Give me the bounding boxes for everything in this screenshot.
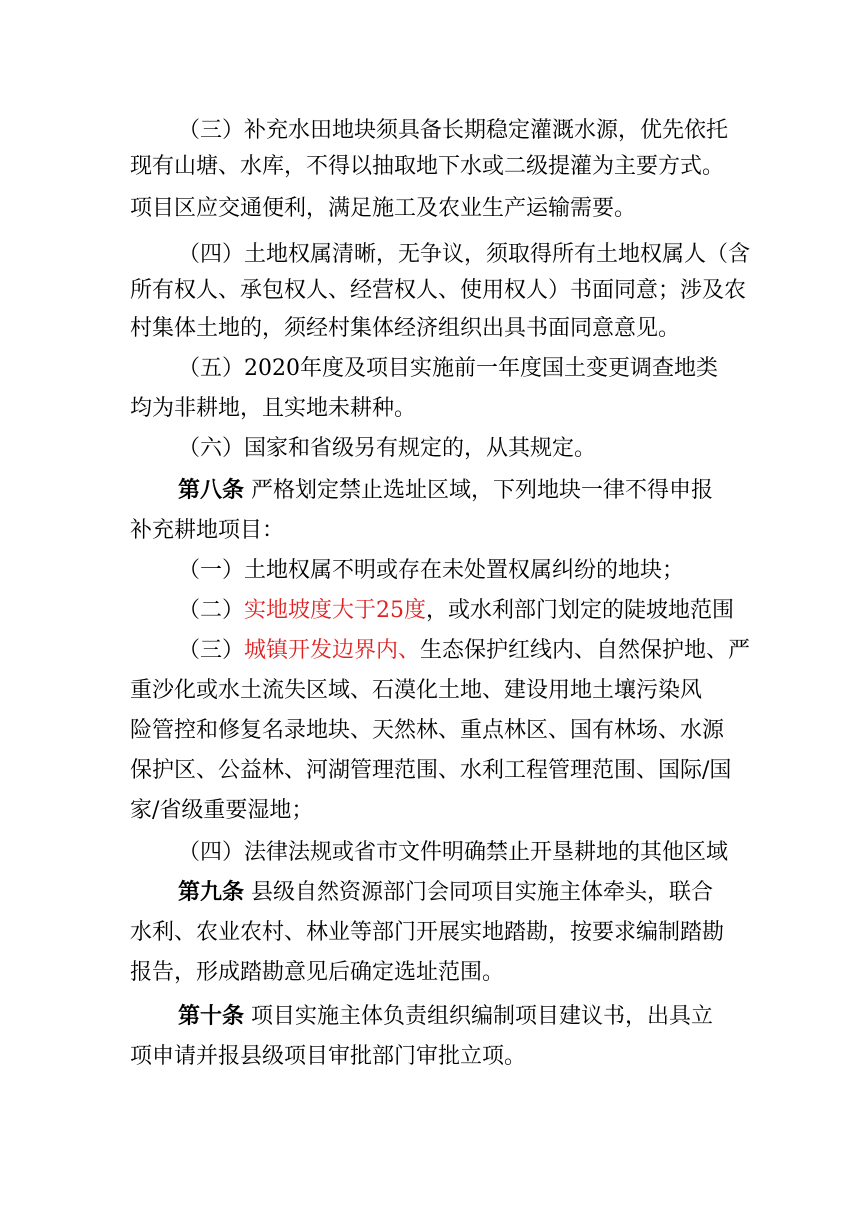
text-line: （四）土地权属清晰，无争议，须取得所有土地权属人（含 xyxy=(178,242,751,267)
highlighted-text: 实地坡度大于25度 xyxy=(244,598,427,623)
text-line: 保护区、公益林、河湖管理范围、水利工程管理范围、国际/国 xyxy=(130,758,732,783)
article-9-line: 第九条 县级自然资源部门会同项目实施主体牵头，联合 xyxy=(178,880,714,905)
text-line: （三）城镇开发边界内、生态保护红线内、自然保护地、严 xyxy=(178,638,751,663)
text-line: （二）实地坡度大于25度，或水利部门划定的陡坡地范围 xyxy=(178,598,735,623)
text-line: 村集体土地的，须经村集体经济组织出具书面同意意见。 xyxy=(130,316,681,341)
article-8-line: 第八条 严格划定禁止选址区域，下列地块一律不得申报 xyxy=(178,478,714,503)
text-line: （四）法律法规或省市文件明确禁止开垦耕地的其他区域 xyxy=(178,840,729,865)
text-line: 重沙化或水土流失区域、石漠化土地、建设用地土壤污染风 xyxy=(130,678,703,703)
article-heading: 第十条 xyxy=(178,1004,245,1029)
text-line: 家/省级重要湿地； xyxy=(130,798,314,823)
text-line: （六）国家和省级另有规定的，从其规定。 xyxy=(178,436,597,461)
text-line: （三）补充水田地块须具备长期稳定灌溉水源，优先依托 xyxy=(178,118,729,143)
highlighted-text: 城镇开发边界内、 xyxy=(244,638,421,663)
text-line: 所有权人、承包权人、经营权人、使用权人）书面同意；涉及农 xyxy=(130,278,747,303)
text-line: 均为非耕地，且实地未耕种。 xyxy=(130,396,417,421)
text-line: 现有山塘、水库，不得以抽取地下水或二级提灌为主要方式。 xyxy=(130,154,725,179)
text-line: 补充耕地项目： xyxy=(130,518,285,543)
text-line: 水利、农业农村、林业等部门开展实地踏勘，按要求编制踏勘 xyxy=(130,920,725,945)
text-line: 项申请并报县级项目审批部门审批立项。 xyxy=(130,1044,527,1069)
article-heading: 第八条 xyxy=(178,478,245,503)
text-line: 报告，形成踏勘意见后确定选址范围。 xyxy=(130,960,505,985)
text-line: 险管控和修复名录地块、天然林、重点林区、国有林场、水源 xyxy=(130,718,725,743)
text-line: （五）2020年度及项目实施前一年度国土变更调查地类 xyxy=(178,356,718,381)
article-heading: 第九条 xyxy=(178,880,245,905)
text-line: 项目区应交通便利，满足施工及农业生产运输需要。 xyxy=(130,196,637,221)
article-10-line: 第十条 项目实施主体负责组织编制项目建议书，出具立 xyxy=(178,1004,714,1029)
text-line: （一）土地权属不明或存在未处置权属纠纷的地块； xyxy=(178,558,685,583)
